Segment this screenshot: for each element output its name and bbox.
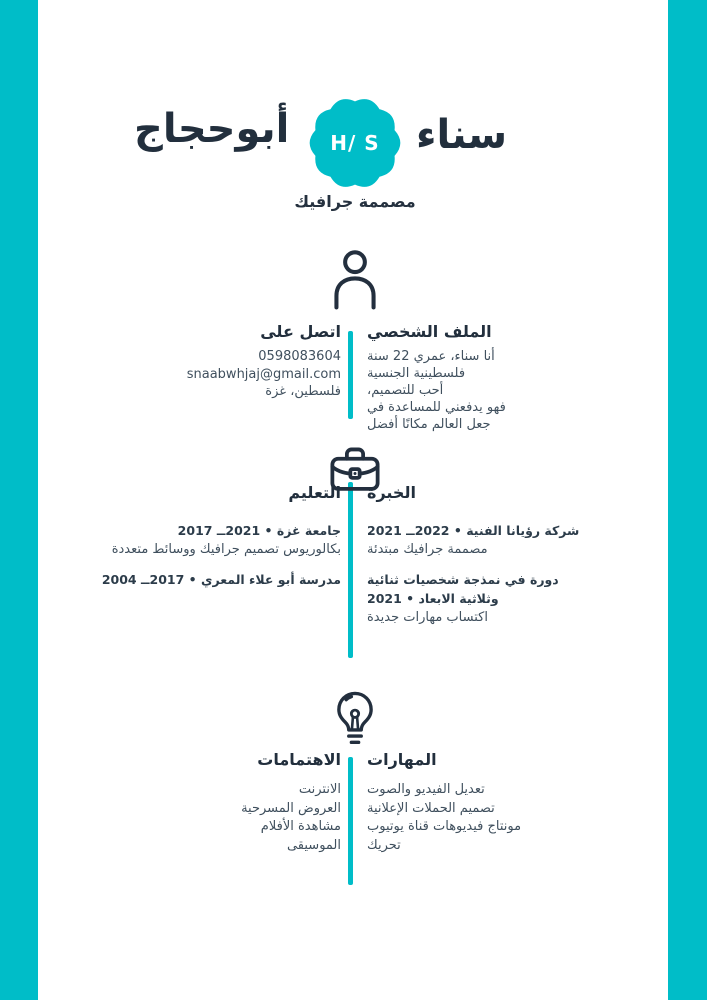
profile-line: فلسطينية الجنسية [367,366,466,381]
education-entry [91,570,341,589]
job-title: مصممة جرافيك [294,192,416,211]
experience-title: شركة رؤيانا الفنية • 2022ــ 2021 [367,523,580,538]
experience-entry [367,521,587,559]
location: فلسطين، غزة [265,384,341,399]
education-section [91,483,341,600]
profile-line: أحب للتصميم، [367,383,444,398]
interest-item: الموسيقى [286,837,341,853]
skill-item: مونتاج فيديوهات قناة يوتيوب [367,819,522,834]
skills-section [367,750,587,855]
contact-heading: اتصل على [260,322,341,341]
education-heading: التعليم [288,483,341,502]
interests-section [91,750,341,855]
interest-item: مشاهدة الأفلام [260,819,341,834]
timeline-segment-2 [348,482,353,658]
lightbulb-icon [329,689,381,751]
education-subtitle: بكالوريوس تصميم جرافيك ووسائط متعددة [111,542,341,557]
experience-section [367,483,587,638]
profile-heading: الملف الشخصي [367,322,492,341]
badge-initials: H/ S [330,131,380,155]
experience-entry [367,570,587,627]
skill-item: تصميم الحملات الإعلانية [367,800,495,816]
profile-section [367,322,587,433]
email-address: snaabwhjaj@gmail.com [186,366,341,382]
contact-section [91,322,341,401]
education-title: مدرسة أبو علاء المعري • 2017ــ 2004 [101,572,341,587]
skill-item: تحريك [367,837,401,853]
experience-subtitle: اكتساب مهارات جديدة [367,610,488,625]
profile-line: أنا سناء، عمري 22 سنة [367,349,495,364]
timeline-segment-1 [348,331,353,419]
interest-item: الانترنت [298,782,341,797]
right-accent-bar [668,0,707,1000]
profile-line: فهو يدفعني للمساعدة في [367,400,506,415]
interests-heading: الاهتمامات [257,750,341,769]
last-name: أبوحجاج [134,106,290,152]
experience-heading: الخبرة [367,483,416,502]
first-name: سناء [416,112,508,158]
left-accent-bar [0,0,38,1000]
skills-heading: المهارات [367,750,437,769]
education-entry [91,521,341,559]
skill-item: تعديل الفيديو والصوت [367,782,485,797]
interest-item: العروض المسرحية [241,800,341,816]
person-icon [326,246,384,312]
phone-number: 0598083604 [258,349,341,364]
timeline-segment-3 [348,757,353,885]
education-title: جامعة غزة • 2021ــ 2017 [177,523,341,538]
experience-subtitle: مصممة جرافيك مبتدئة [367,542,488,557]
experience-title: دورة في نمذجة شخصيات ثنائية وثلاثية الابعاد • 2021 [367,572,559,606]
profile-line: جعل العالم مكانًا أفضل [367,417,491,432]
initials-badge [302,90,408,196]
